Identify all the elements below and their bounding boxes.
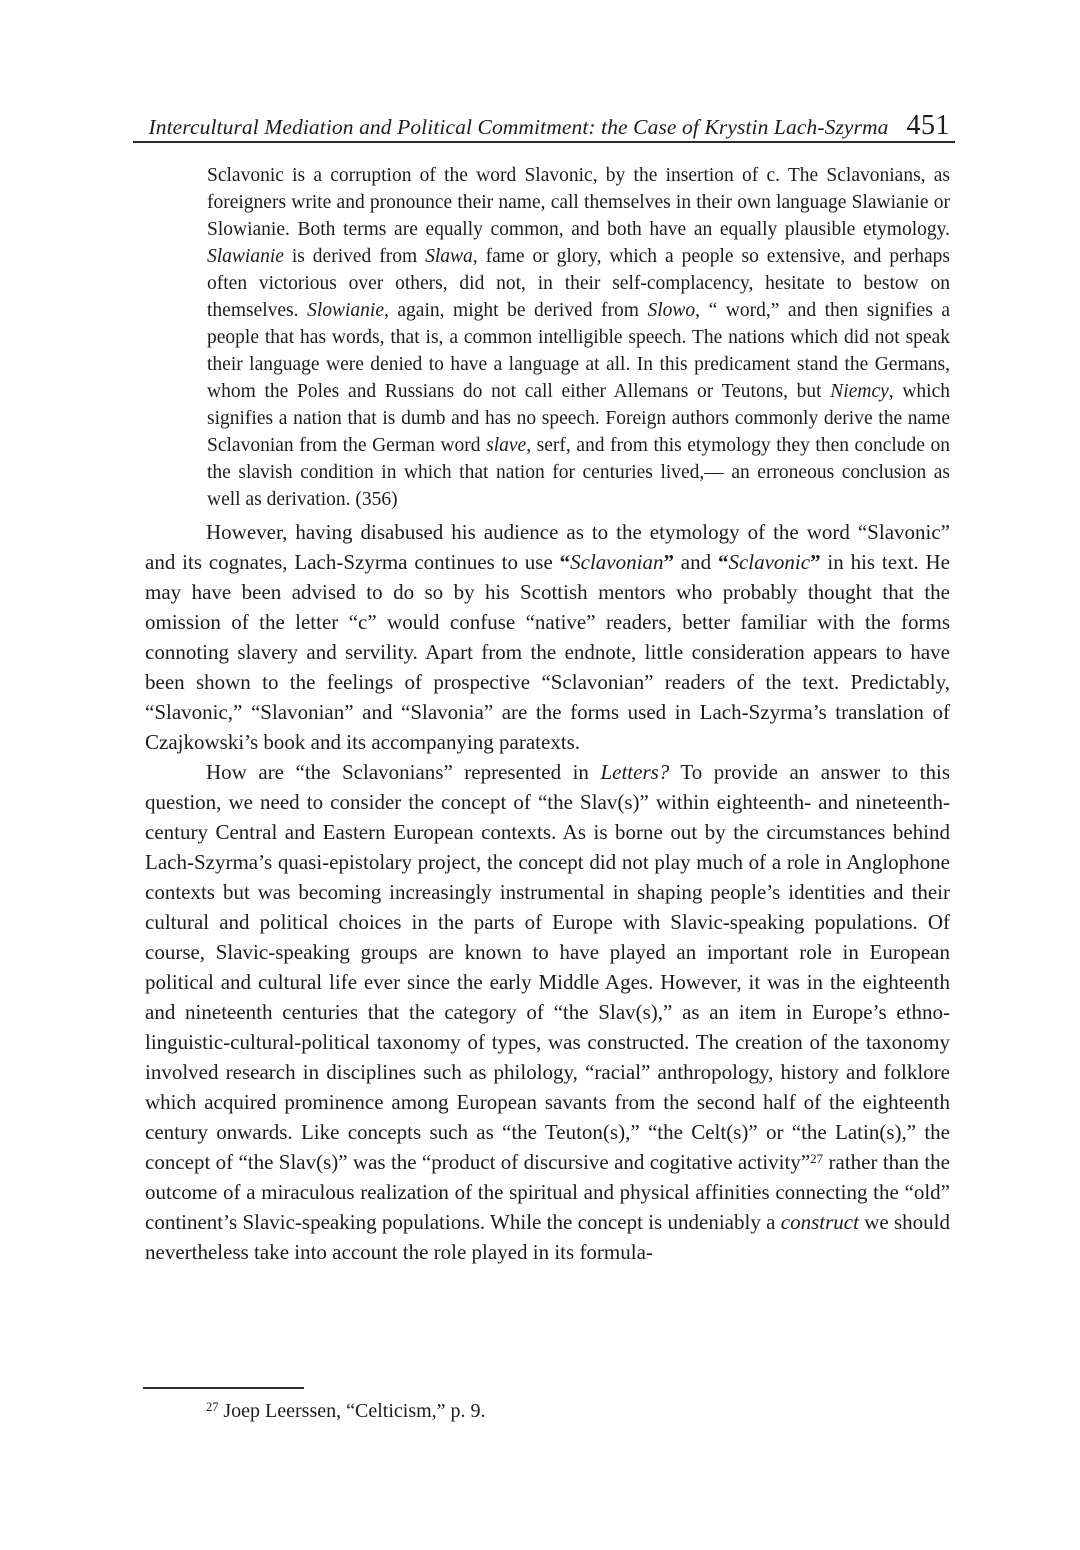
footnote-text: Joep Leerssen, “Celticism,” p. 9.	[218, 1400, 486, 1422]
page-body	[145, 162, 950, 1267]
page-header	[145, 110, 950, 142]
running-title: Intercultural Mediation and Political Commitment: the Case of Krystin Lach-Szyrma	[148, 115, 889, 139]
footnote-separator-rule	[143, 1387, 304, 1389]
paragraph-1: However, having disabused his audience as to the etymology of the word “Slavonic” and its cognates, Lach-Szyrma continues to use “Sclavonian” and “Sclavonic” in his text. He may have been advised to do so by his Scottish mentors who probably thought that the omission of the letter “c” would confuse “native” readers, better familiar with the forms connoting slavery and servility. Apart from the endnote, little consideration appears to have been shown to the feelings of prospective “Sclavonian” readers of the text. Predictably, “Slavonic,” “Slavonian” and “Slavonia” are the forms used in Lach-Szyrma’s translation of Czajkowski’s book and its accompanying paratexts.	[145, 520, 950, 754]
page-number: 451	[906, 110, 950, 141]
body-copy	[145, 517, 950, 1267]
footnote-marker: 27	[206, 1400, 219, 1415]
footnote	[145, 1398, 950, 1425]
header-rule	[133, 141, 955, 143]
block-quote: Sclavonic is a corruption of the word Slavonic, by the insertion of c. The Sclavonians, as foreigners write and pronounce their name, call themselves in their own language Slawianie or Slowianie. Both terms are equally common, and both have an equally plausible etymology. Slawianie is derived from Slawa, fame or glory, which a people so extensive, and perhaps often victorious over others, did not, in their self-complacency, hesitate to bestow on themselves. Slowianie, again, might be derived from Slowo, “ word,” and then signifies a people that has words, that is, a common intelligible speech. The nations which did not speak their language were denied to have a language at all. In this predicament stand the Germans, whom the Poles and Russians do not call either Allemans or Teutons, but Niemcy, which signifies a nation that is dumb and has no speech. Foreign authors commonly derive the name Sclavonian from the German word slave, serf, and from this etymology they then conclude on the slavish condition in which that nation for centuries lived,— an erroneous conclusion as well as derivation. (356)	[207, 165, 951, 510]
paragraph-2: How are “the Sclavonians” represented in Letters? To provide an answer to this question, we need to consider the concept of “the Slav(s)” within eighteenth- and nineteenth-century Central and Eastern European contexts. As is borne out by the circumstances behind Lach-Szyrma’s quasi-epistolary project, the concept did not play much of a role in Anglophone contexts but was becoming increasingly instrumental in shaping people’s identities and their cultural and political choices in the parts of Europe with Slavic-speaking populations. Of course, Slavic-speaking groups are known to have played an important role in European political and cultural life ever since the early Middle Ages. However, it was in the eighteenth and nineteenth centuries that the category of “the Slav(s),” as an item in Europe’s ethno-linguistic-cultural-political taxonomy of types, was constructed. The creation of the taxonomy involved research in disciplines such as philology, “racial” anthropology, history and folklore which acquired prominence among European savants from the second half of the eighteenth century onwards. Like concepts such as “the Teuton(s),” “the Celt(s)” or “the Latin(s),” the concept of “the Slav(s)” was the “product of discursive and cogitative activity”$^{27}$ rather than the outcome of a miraculous realization of the spiritual and physical affinities connecting the “old” continent’s Slavic-speaking populations. While the concept is undeniably a construct we should nevertheless take into account the role played in its formula-	[145, 760, 950, 1264]
